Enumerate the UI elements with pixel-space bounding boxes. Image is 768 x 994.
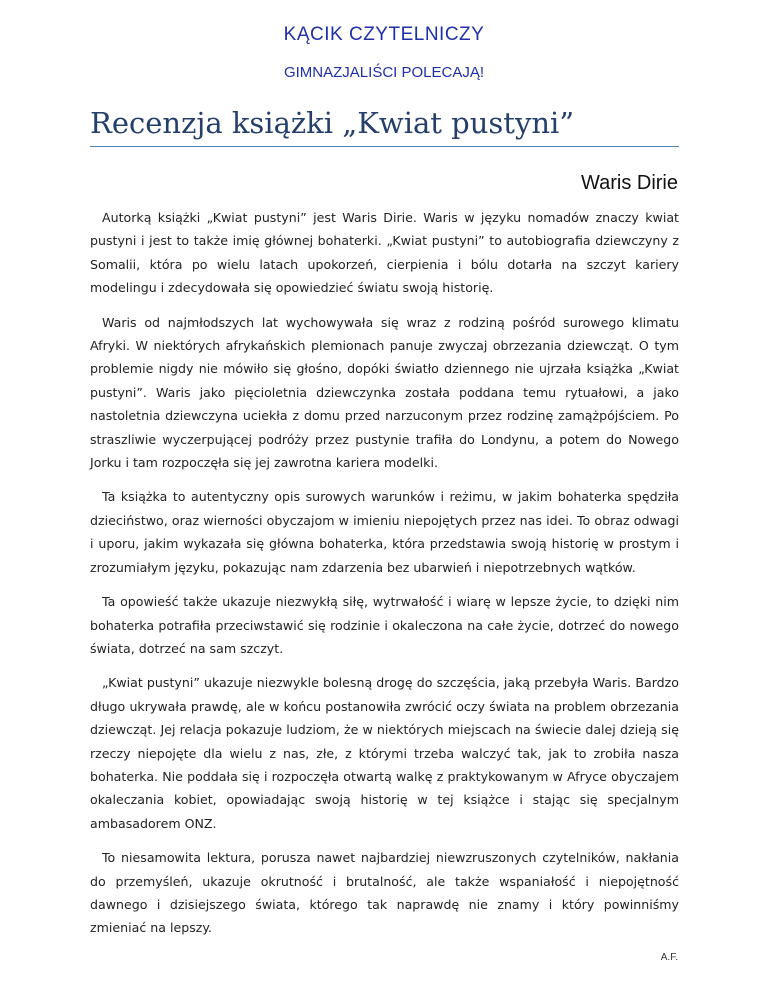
book-author: Waris Dirie [580,172,678,194]
paragraph: Ta książka to autentyczny opis surowych warunków i reżimu, w jakim bohaterka spędziła dzieciństwo, oraz wierności obyczajom w imieniu niepojętych przez nas idei. To obraz odwagi i uporu, jakim wykazała się główna bohaterka, która przedstawia swoją historię w prostym i zrozumiałym języku, pokazując nam zdarzenia bez ubarwień i niepotrzebnych wątków. [90,489,679,575]
paragraph: Ta opowieść także ukazuje niezwykłą siłę, wytrwałość i wiarę w lepsze życie, to dzięki nim bohaterka potrafiła przeciwstawić się rodzinie i okaleczona na całe życie, dotrzeć do nowego świata, dotrzeć na sam szczyt. [90,594,679,656]
page-title: Recenzja książki „Kwiat pustyni” [90,106,575,140]
paragraph: Waris od najmłodszych lat wychowywała się wraz z rodziną pośród surowego klimatu Afryki. W niektórych afrykańskich plemionach panuje zwyczaj obrzezania dziewcząt. O tym problemie nigdy nie mówiło się głośno, dopóki światło dziennego nie ujrzała książka „Kwiat pustyni”. Waris jako pięcioletnia dziewczynka została poddana temu rytuałowi, a jako nastoletnia dziewczyna uciekła z domu przed narzuconym przez rodzinę zamążpójściem. Po straszliwie wyczerpującej podróży przez pustynie trafiła do Londynu, a potem do Nowego Jorku i tam rozpoczęła się jej zawrotna kariera modelki. [90,314,679,471]
article-body [90,206,679,951]
title-divider [90,146,679,147]
section-heading: KĄCIK CZYTELNICZY [283,24,485,45]
section-tagline: GIMNAZJALIŚCI POLECAJĄ! [283,64,485,81]
paragraph: Autorką książki „Kwiat pustyni” jest Waris Dirie. Waris w języku nomadów znaczy kwiat pustyni i jest to także imię głównej bohaterki. „Kwiat pustyni” to autobiografia dziewczyny z Somalii, która po wielu latach upokorzeń, cierpienia i bólu dotarła na szczyt kariery modelingu i zdecydowała się opowiedzieć światu swoją historię. [90,210,679,296]
paragraph: „Kwiat pustyni” ukazuje niezwykle bolesną drogę do szczęścia, jaką przebyła Waris. Bardzo długo ukrywała prawdę, ale w końcu postanowiła zwrócić oczy świata na problem obrzezania dziewcząt. Jej relacja pokazuje ludziom, że w niektórych miejscach na świecie dalej dzieją się rzeczy niepojęte dla wielu z nas, złe, z którymi trzeba walczyć tak, jak to zrobiła nasza bohaterka. Nie poddała się i rozpoczęła otwartą walkę z praktykowanym w Afryce obyczajem okaleczania kobiet, opowiadając swoją historię w tej książce i stając się specjalnym ambasadorem ONZ. [90,675,679,831]
paragraph: To niesamowita lektura, porusza nawet najbardziej niewzruszonych czytelników, nakłania do przemyśleń, ukazuje okrutność i brutalność, ale także wspaniałość i niepojętność dawnego i dzisiejszego świata, którego tak naprawdę nie znamy i który powinniśmy zmieniać na lepszy. [90,850,679,936]
author-signature: A.F. [660,952,678,963]
